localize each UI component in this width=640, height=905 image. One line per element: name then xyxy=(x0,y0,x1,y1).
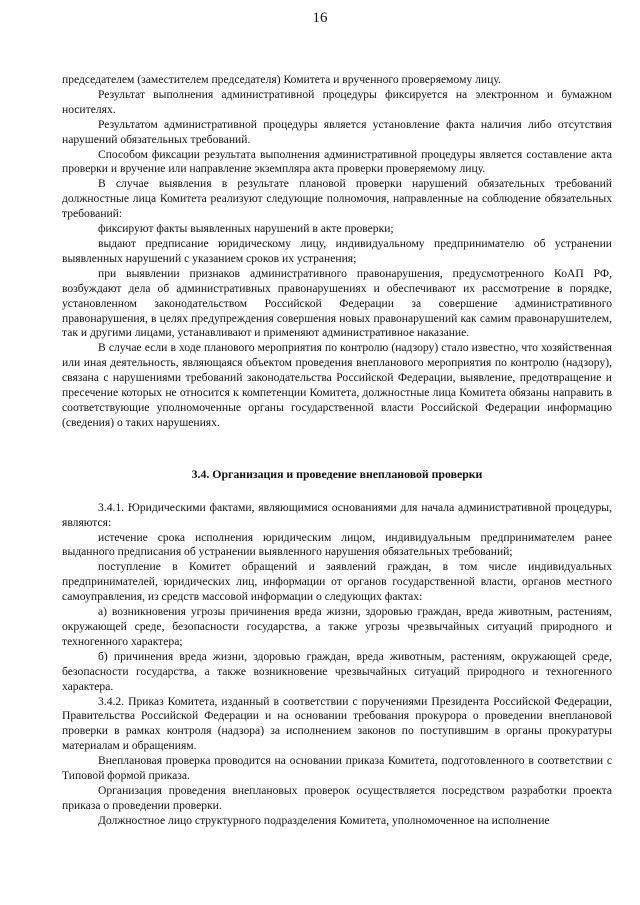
paragraph: Результат выполнения административной процедуры фиксируется на электронном и бумажном носителях. xyxy=(62,87,612,116)
paragraph: 3.4.2. Приказ Комитета, изданный в соответствии с поручениями Президента Российской Федерации, Правительства Российской Федерации и на основании требования прокурора о проведении внеплановой проверки в рамках контроля (надзора) за исполнением законов по поступившим в органы прокуратуры материалам и обращениям. xyxy=(62,694,612,753)
paragraph: В случае если в ходе планового мероприятия по контролю (надзору) стало известно, что хозяйственная или иная деятельность, являющаяся объектом проведения внепланового мероприятия по контролю (надзору), связана с нарушениями требований законодательства Российской Федерации, выявление, предотвращение и пресечение которых не относится к компетенции Комитета, должностные лица Комитета обязаны направить в соответствующие уполномоченные органы государственной власти Российской Федерации информацию (сведения) о таких нарушениях. xyxy=(62,341,612,429)
paragraph: Должностное лицо структурного подразделения Комитета, уполномоченное на исполнение xyxy=(98,813,550,827)
page-number: 16 xyxy=(312,10,328,26)
paragraph: Внеплановая проверка проводится на основании приказа Комитета, подготовленного в соответствии с Типовой формой приказа. xyxy=(62,754,612,783)
paragraph: а) возникновения угрозы причинения вреда жизни, здоровью граждан, вреда животным, растениям, окружающей среде, безопасности государства, а также угрозы чрезвычайных ситуаций природного и техногенного характера; xyxy=(62,605,612,648)
paragraph: Способом фиксации результата выполнения административной процедуры является составление акта проверки и вручение или направление экземпляра акта проверки проверяемому лицу. xyxy=(62,147,612,176)
paragraph: выдают предписание юридическому лицу, индивидуальному предпринимателю об устранении выявленных нарушений с указанием сроков их устранения; xyxy=(62,236,612,265)
paragraph: 3.4.1. Юридическими фактами, являющимися основаниями для начала административной процедуры, являются: xyxy=(62,500,612,529)
paragraph: истечение срока исполнения юридическим лицом, индивидуальным предпринимателем ранее выданного предписания об устранении выявленного нарушения обязательных требований; xyxy=(62,530,612,559)
paragraph: поступление в Комитет обращений и заявлений граждан, в том числе индивидуальных предпринимателей, юридических лиц, информации от органов государственной власти, органов местного самоуправления, из средств массовой информации о следующих фактах: xyxy=(62,560,612,604)
paragraph: б) причинения вреда жизни, здоровью граждан, вреда животным, растениям, окружающей среде, безопасности государства, а также возникновение чрезвычайных ситуаций природного и техногенного характера. xyxy=(62,649,612,693)
paragraph: при выявлении признаков административного правонарушения, предусмотренного КоАП РФ, возбуждают дела об административных правонарушениях и обеспечивают их рассмотрение в порядке, установленном законодательством Российской Федерации за совершение административного правонарушения, в целях предупреждения совершения новых правонарушений как самим правонарушителем, так и другими лицами, устанавливают и применяют административное наказание. xyxy=(62,266,612,340)
paragraph: В случае выявления в результате плановой проверки нарушений обязательных требований должностные лица Комитета реализуют следующие полномочия, направленные на соблюдение обязательных требований: xyxy=(62,177,612,221)
document-body xyxy=(62,73,612,829)
section-heading: 3.4. Организация и проведение внеплановой проверки xyxy=(191,466,483,481)
paragraph: Организация проведения внеплановых проверок осуществляется посредством разработки проекта приказа о проведении проверки. xyxy=(62,783,612,812)
paragraph: председателем (заместителем председателя) Комитета и врученного проверяемому лицу. xyxy=(62,73,501,86)
paragraph: Результатом административной процедуры является установление факта наличия либо отсутствия нарушений обязательных требований. xyxy=(62,117,612,146)
paragraph: фиксируют факты выявленных нарушений в акте проверки; xyxy=(98,222,394,236)
